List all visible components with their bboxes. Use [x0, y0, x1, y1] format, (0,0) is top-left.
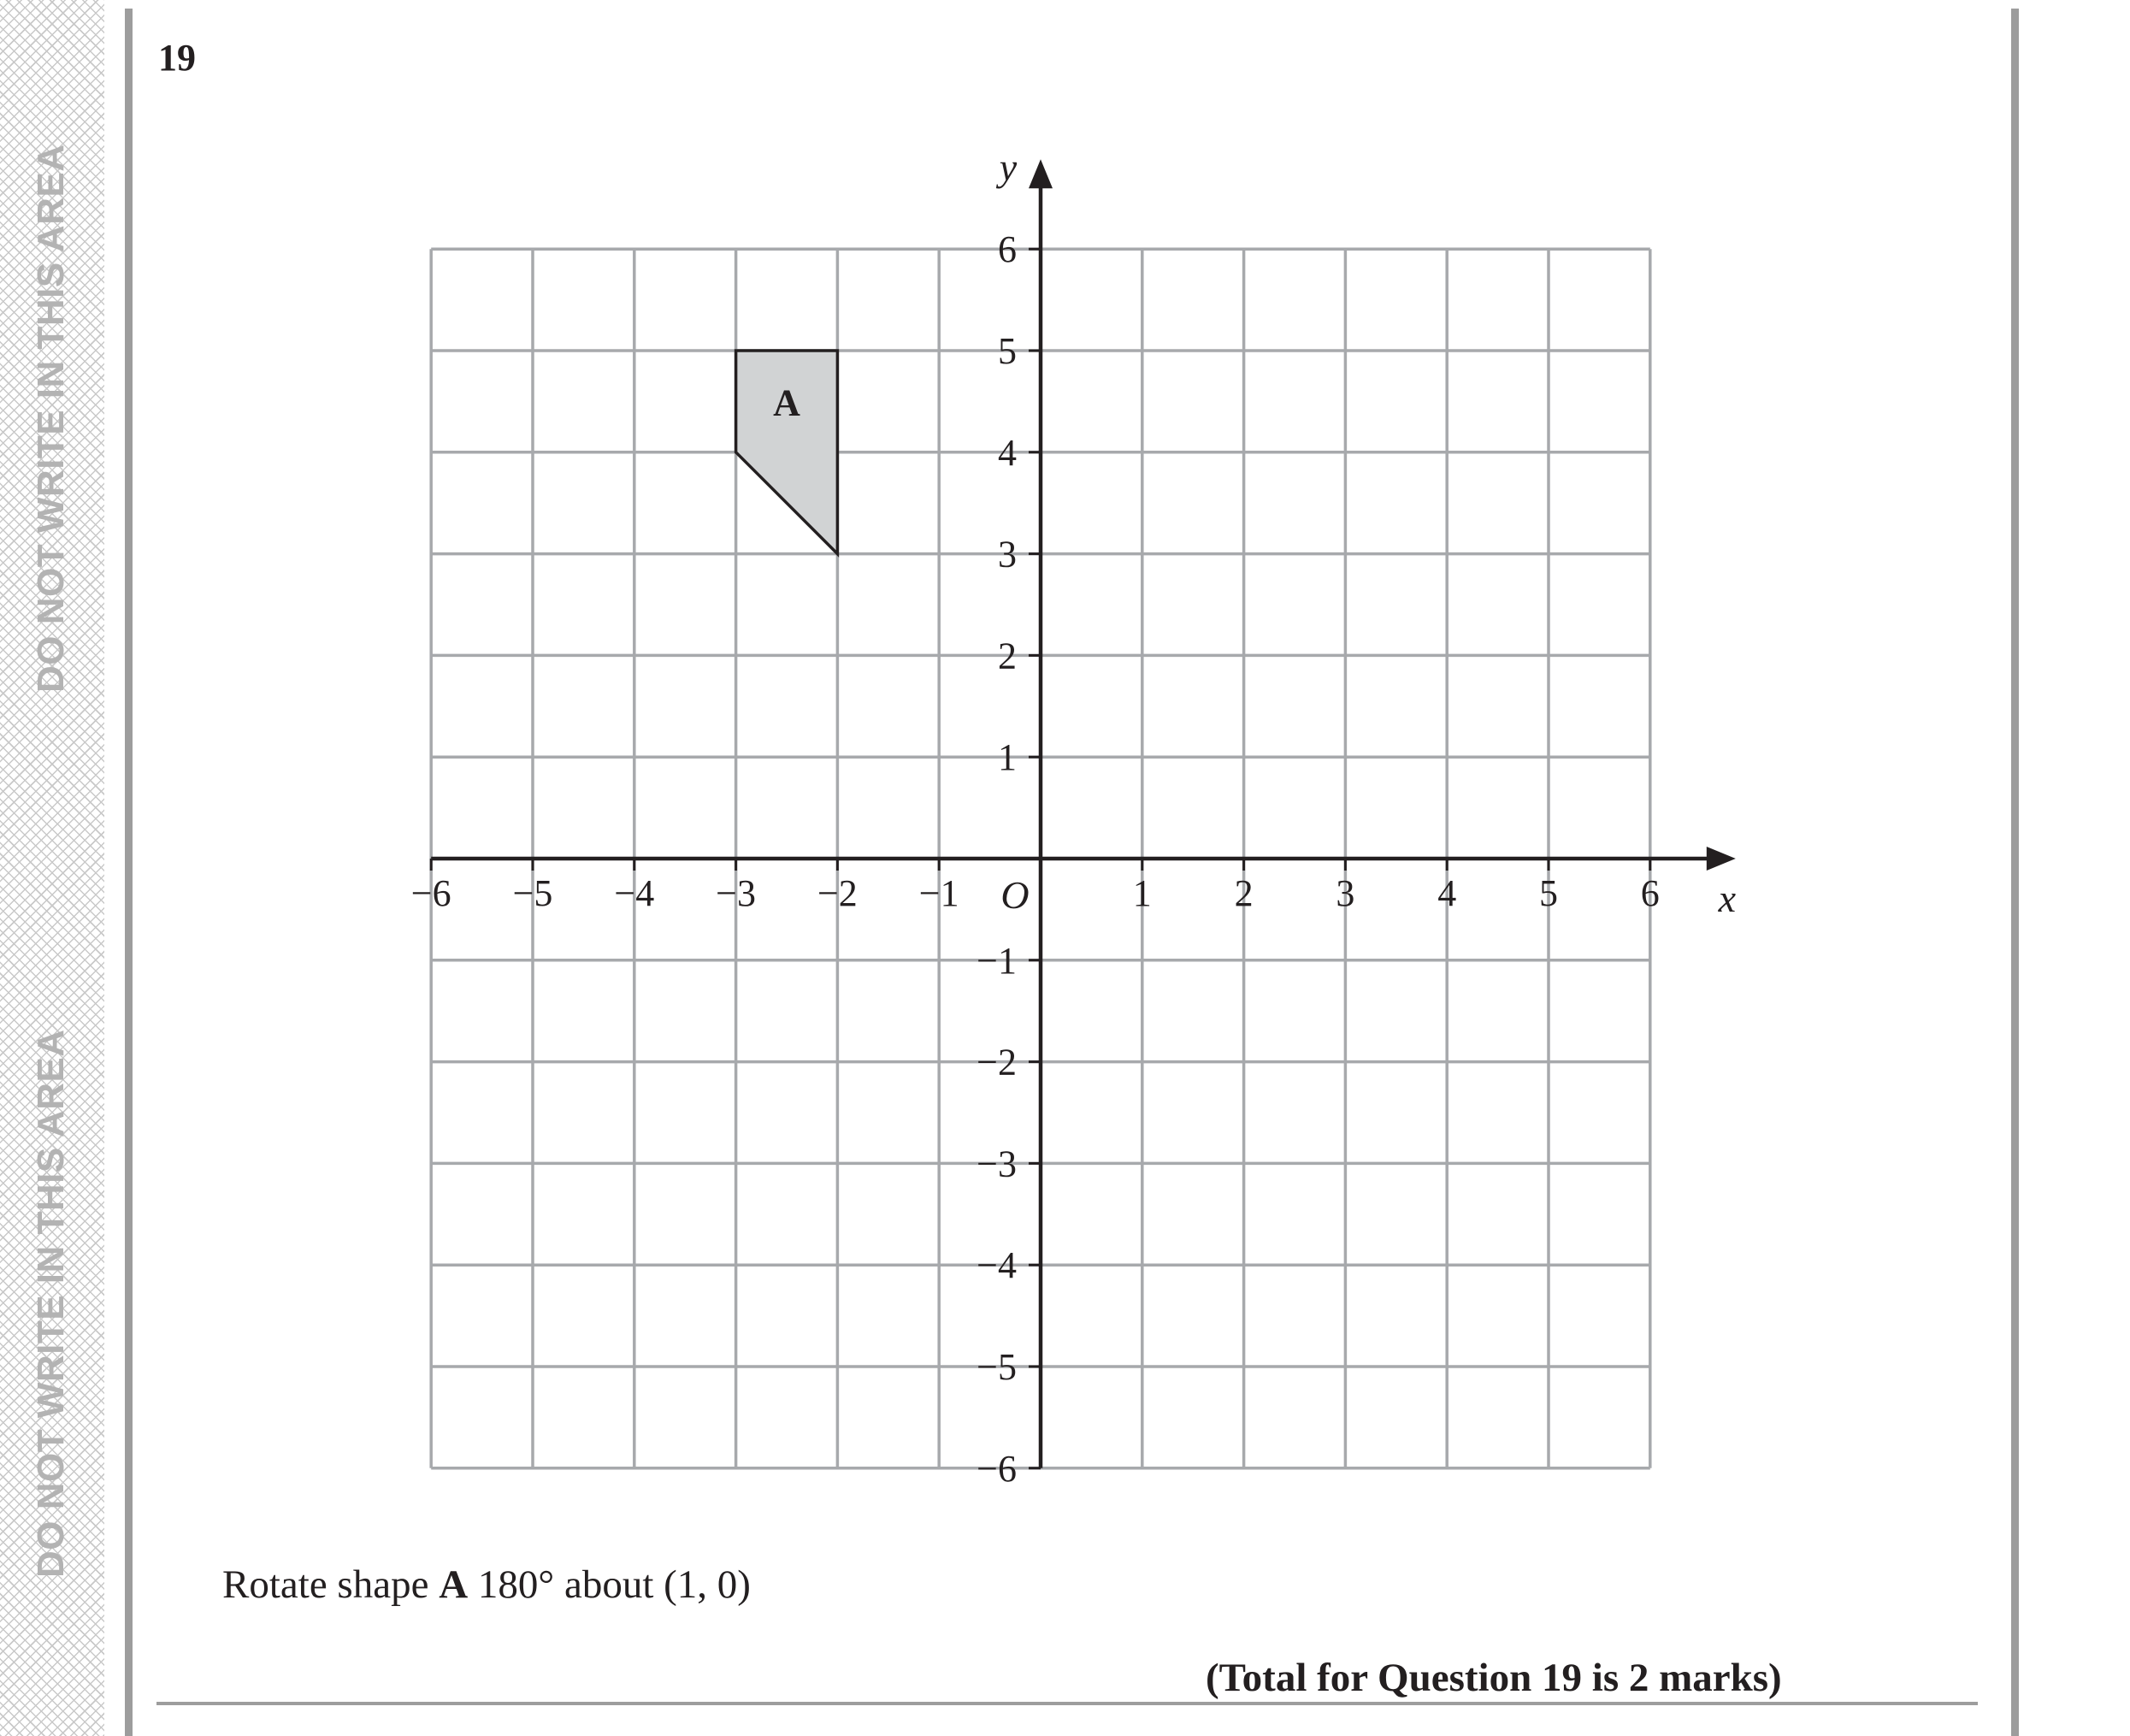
- y-tick-label: 2: [998, 635, 1017, 677]
- x-tick-label: 6: [1640, 872, 1660, 914]
- x-tick-label: −4: [614, 872, 655, 914]
- x-tick-label: 4: [1437, 872, 1457, 914]
- axes: [431, 159, 1736, 1468]
- y-tick-label: −2: [976, 1041, 1017, 1084]
- x-tick-label: 1: [1132, 872, 1152, 914]
- y-axis-label: y: [999, 145, 1018, 190]
- y-tick-label: 5: [998, 330, 1017, 372]
- margin-warning-top: DO NOT WRITE IN THIS AREA: [30, 144, 72, 693]
- y-tick-label: 1: [998, 736, 1017, 779]
- x-tick-label: 3: [1336, 872, 1355, 914]
- instruction-prefix: Rotate shape: [222, 1562, 429, 1607]
- x-axis-arrowhead: [1707, 847, 1736, 871]
- y-tick-label: 4: [998, 431, 1017, 474]
- instruction-shape-name: A: [439, 1562, 469, 1607]
- x-tick-label: −5: [512, 872, 553, 914]
- total-marks: (Total for Question 19 is 2 marks): [1206, 1656, 1782, 1700]
- instruction-suffix: 180° about (1, 0): [477, 1562, 751, 1607]
- y-axis-arrowhead: [1029, 159, 1053, 188]
- answer-rule: [156, 1702, 1978, 1705]
- x-axis-label: x: [1718, 877, 1737, 920]
- question-number: 19: [158, 37, 196, 79]
- y-tick-label: −4: [976, 1244, 1017, 1287]
- x-tick-label: 5: [1539, 872, 1558, 914]
- x-tick-label: −2: [817, 872, 858, 914]
- margin-warning-bottom: DO NOT WRITE IN THIS AREA: [30, 1029, 72, 1578]
- y-tick-label: −5: [976, 1346, 1017, 1388]
- y-tick-label: −1: [976, 939, 1017, 982]
- shape-a-label: A: [773, 381, 800, 424]
- y-tick-label: 6: [998, 228, 1017, 271]
- y-tick-label: −6: [976, 1447, 1017, 1490]
- question-instruction: [222, 1562, 751, 1608]
- y-tick-label: −3: [976, 1143, 1017, 1185]
- x-tick-label: −1: [918, 872, 959, 914]
- y-tick-label: 3: [998, 533, 1017, 576]
- x-tick-label: 2: [1234, 872, 1254, 914]
- x-tick-label: −3: [716, 872, 757, 914]
- x-tick-label: −6: [410, 872, 451, 914]
- origin-label: O: [1000, 873, 1030, 917]
